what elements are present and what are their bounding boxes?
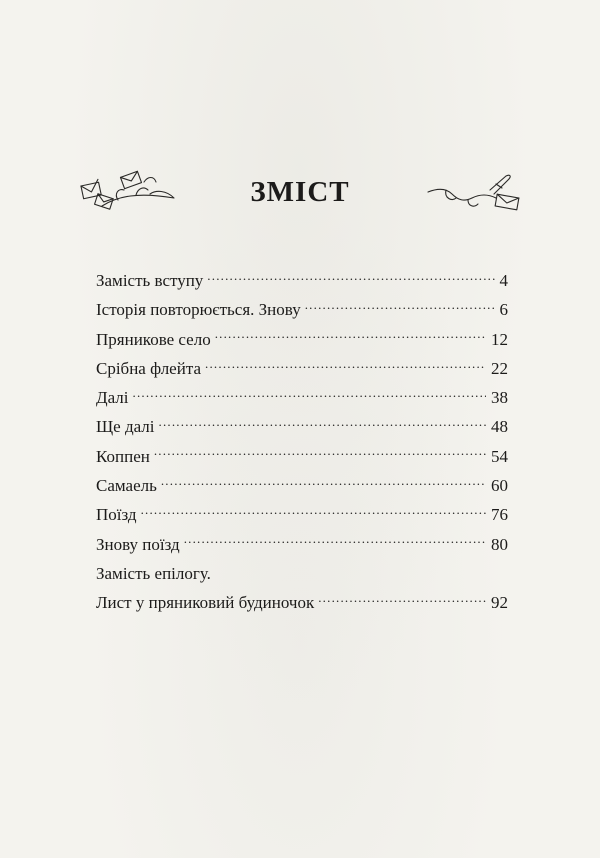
toc-page-number: 6 [499,300,508,320]
toc-page-number: 38 [491,388,508,408]
dot-leader [184,534,486,550]
toc-label: Пряникове село [96,329,211,349]
toc-label: Самаель [96,476,157,496]
toc-row [96,442,508,471]
toc-label: Замість епілогу. [96,563,211,583]
toc-page-number: 92 [491,593,508,613]
dot-leader [205,358,486,374]
toc-row [96,530,508,559]
dot-leader [161,475,486,491]
quill-vine-ornament-right-icon [424,170,524,218]
toc-row [96,412,508,441]
dot-leader [318,592,486,608]
toc-page-number: 76 [491,505,508,525]
page-title: ЗМІСТ [250,176,350,208]
title-row [0,170,600,220]
toc-page-number: 4 [499,271,508,290]
toc-label: Срібна флейта [96,358,202,378]
toc-label: Ще далі [96,417,155,437]
dot-leader [207,270,494,286]
dot-leader [154,446,486,462]
toc-label: Лист у пряниковий будиночок [96,593,315,613]
dot-leader [141,504,486,520]
toc-row [96,295,508,324]
toc-page-number: 54 [491,446,508,466]
toc-row [96,559,508,588]
toc-page-number: 60 [491,476,508,496]
toc-row [96,266,508,295]
dot-leader [133,387,487,403]
dot-leader [159,416,487,432]
toc-row [96,500,508,529]
toc-page-number: 80 [491,534,508,554]
toc-label: Замість вступу [96,271,204,290]
table-of-contents [96,266,508,618]
toc-label: Поїзд [96,505,137,525]
dot-leader [215,329,486,345]
toc-row [96,383,508,412]
toc-row [96,471,508,500]
toc-page-number: 22 [491,358,508,378]
toc-label: Далі [96,388,129,408]
toc-row [96,325,508,354]
toc-page-number: 12 [491,329,508,349]
toc-page-number: 48 [491,417,508,437]
toc-label: Коппен [96,446,150,466]
toc-row [96,354,508,383]
toc-label: Історія повторюється. Знову [96,300,301,320]
dot-leader [305,299,495,315]
toc-label: Знову поїзд [96,534,180,554]
toc-row [96,588,508,617]
